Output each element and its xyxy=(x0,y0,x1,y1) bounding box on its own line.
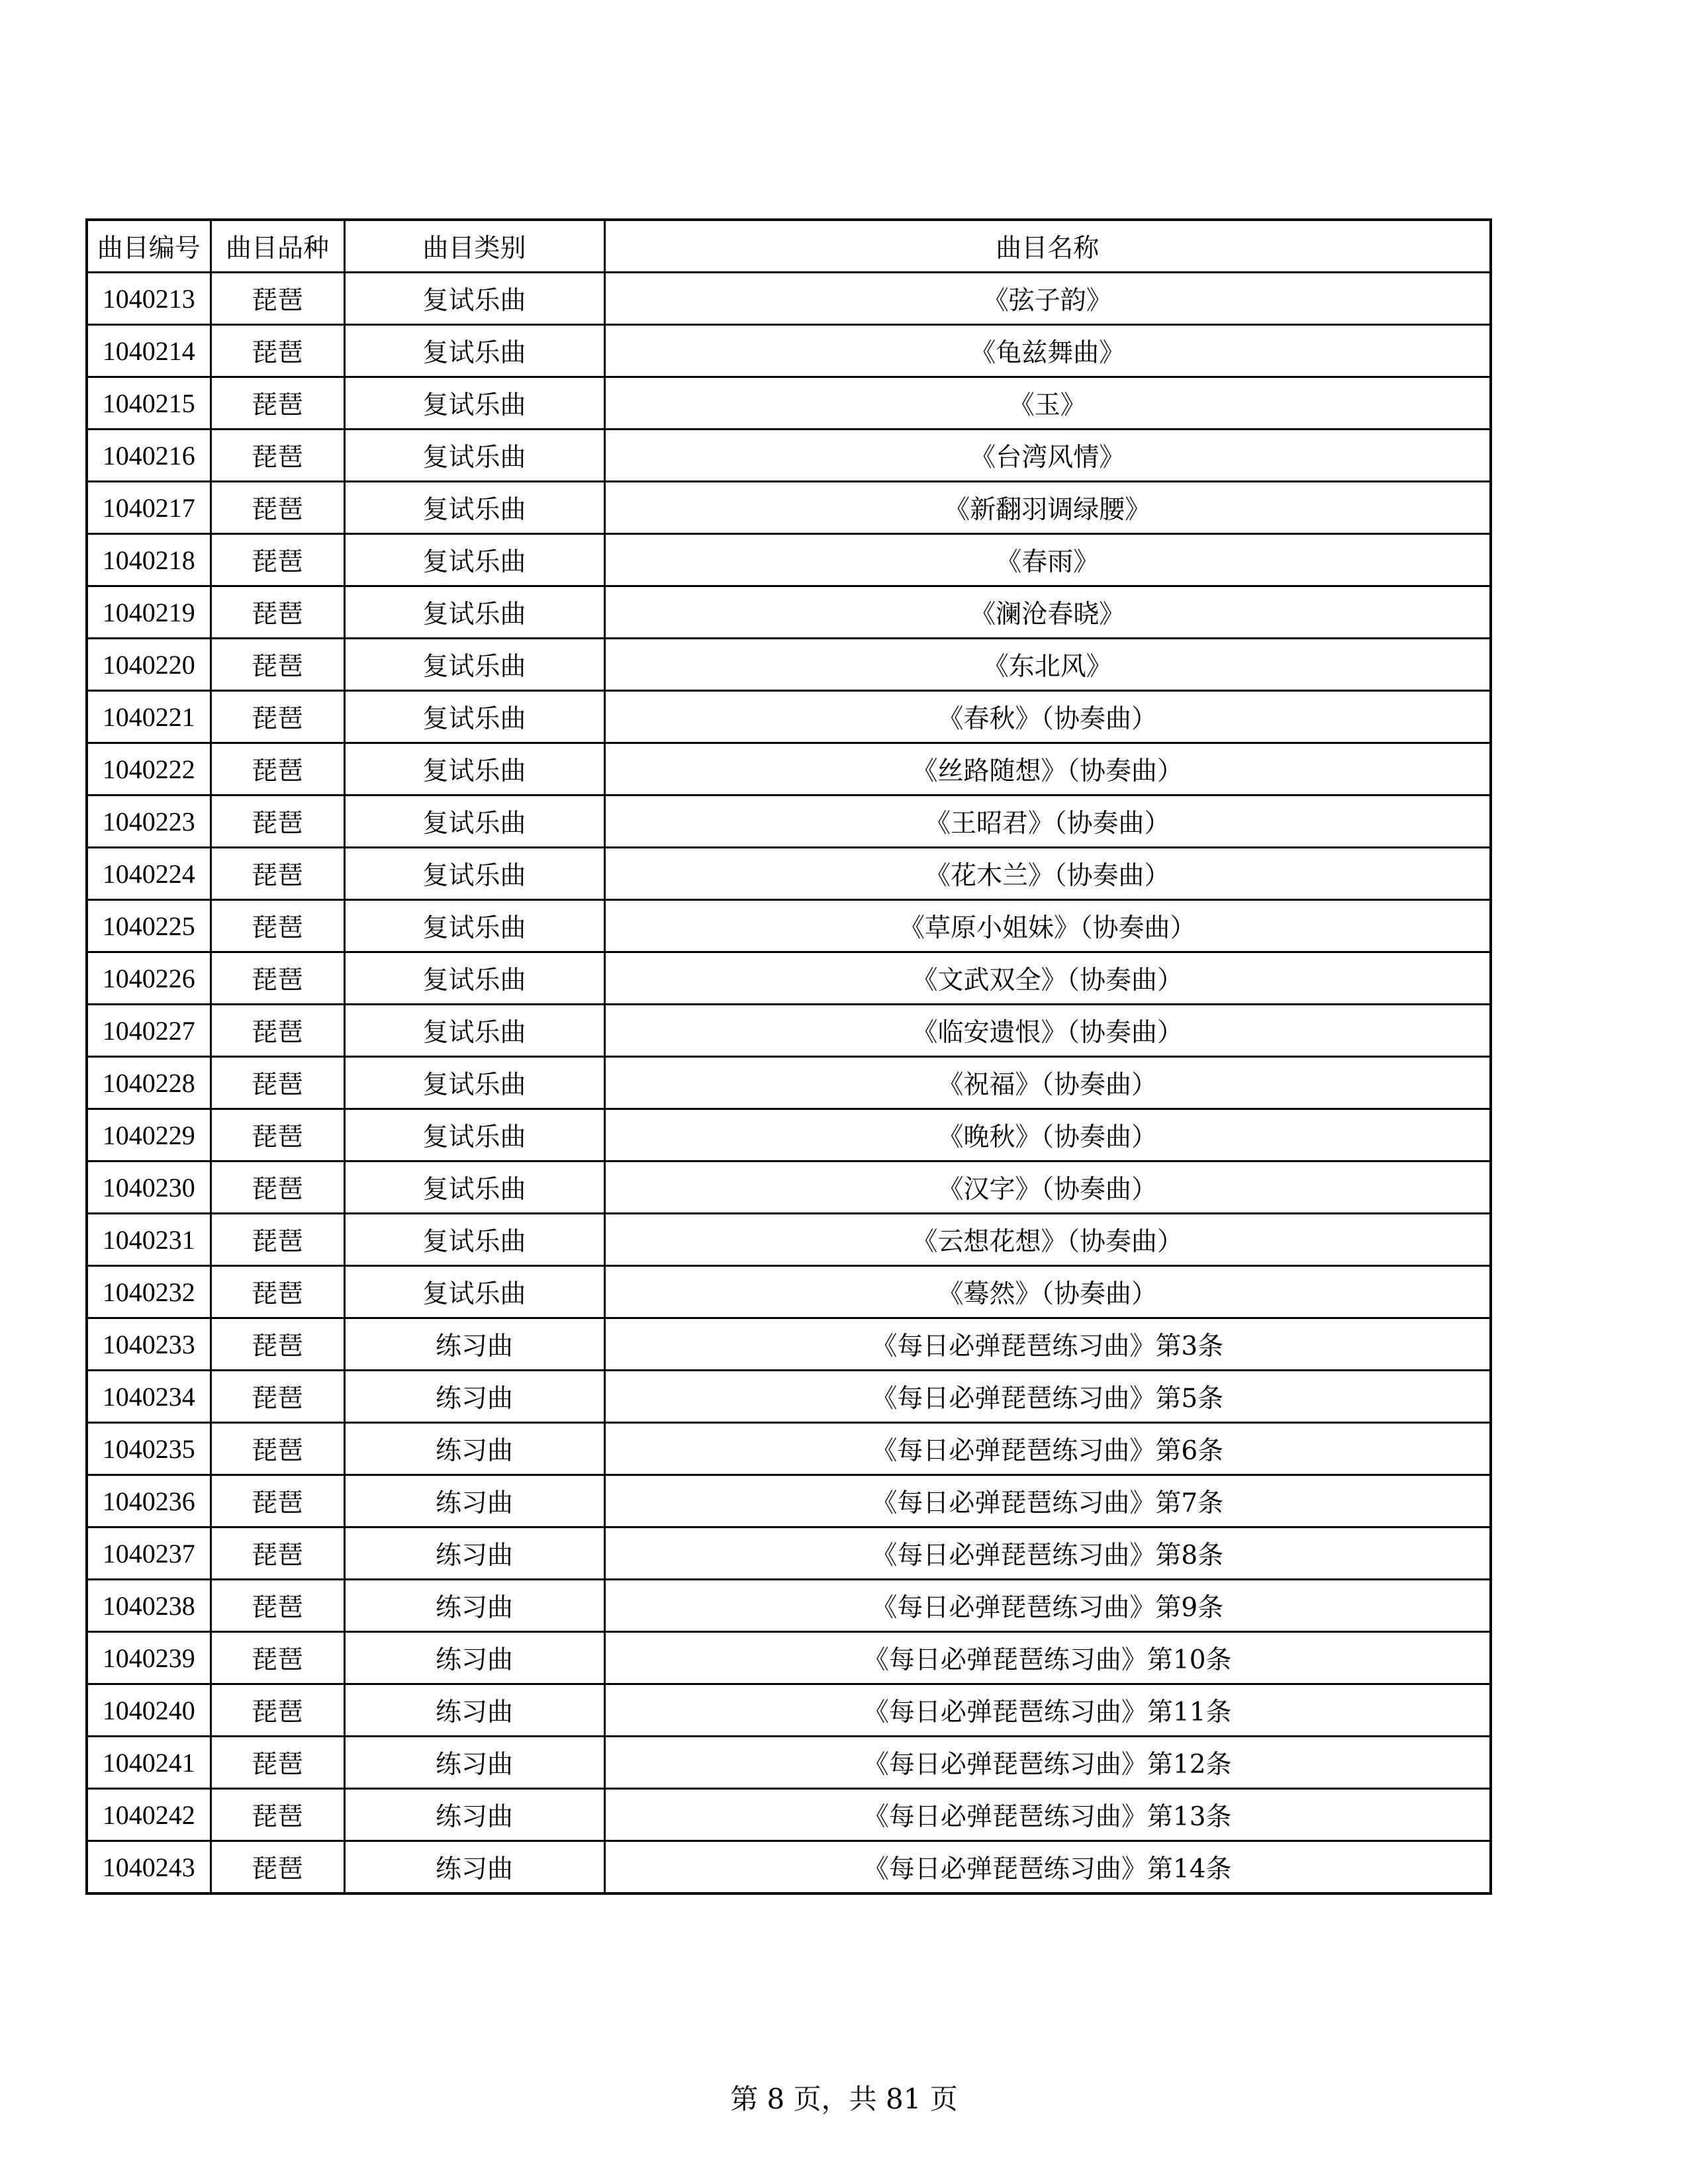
table-row xyxy=(87,1214,1491,1266)
table-row xyxy=(87,273,1491,325)
cell-code: 1040241 xyxy=(87,1737,211,1789)
cell-instrument: 琵琶 xyxy=(211,482,344,534)
table-row xyxy=(87,377,1491,430)
cell-category: 练习曲 xyxy=(344,1423,604,1475)
table-row xyxy=(87,639,1491,691)
cell-title: 《每日必弹琵琶练习曲》第10条 xyxy=(604,1632,1491,1684)
table-row xyxy=(87,1841,1491,1894)
cell-code: 1040221 xyxy=(87,691,211,743)
cell-code: 1040219 xyxy=(87,586,211,639)
cell-title: 《每日必弹琵琶练习曲》第11条 xyxy=(604,1684,1491,1737)
cell-title: 《新翻羽调绿腰》 xyxy=(604,482,1491,534)
cell-code: 1040236 xyxy=(87,1475,211,1527)
cell-category: 复试乐曲 xyxy=(344,1266,604,1318)
cell-title: 《弦子韵》 xyxy=(604,273,1491,325)
cell-instrument: 琵琶 xyxy=(211,952,344,1005)
table-row xyxy=(87,848,1491,900)
cell-instrument: 琵琶 xyxy=(211,273,344,325)
cell-code: 1040226 xyxy=(87,952,211,1005)
cell-category: 复试乐曲 xyxy=(344,1109,604,1161)
cell-instrument: 琵琶 xyxy=(211,1161,344,1214)
cell-title: 《澜沧春晓》 xyxy=(604,586,1491,639)
cell-title: 《每日必弹琵琶练习曲》第3条 xyxy=(604,1318,1491,1371)
cell-code: 1040228 xyxy=(87,1057,211,1109)
cell-instrument: 琵琶 xyxy=(211,534,344,586)
table-row xyxy=(87,586,1491,639)
table-row xyxy=(87,1109,1491,1161)
cell-code: 1040225 xyxy=(87,900,211,952)
cell-code: 1040230 xyxy=(87,1161,211,1214)
table-row xyxy=(87,1371,1491,1423)
table-header-row xyxy=(87,220,1491,273)
cell-title: 《丝路随想》（协奏曲） xyxy=(604,743,1491,796)
cell-category: 练习曲 xyxy=(344,1632,604,1684)
cell-title: 《临安遗恨》（协奏曲） xyxy=(604,1005,1491,1057)
cell-title: 《花木兰》（协奏曲） xyxy=(604,848,1491,900)
cell-instrument: 琵琶 xyxy=(211,1318,344,1371)
table-row xyxy=(87,691,1491,743)
cell-title: 《春雨》 xyxy=(604,534,1491,586)
cell-category: 练习曲 xyxy=(344,1475,604,1527)
table-row xyxy=(87,952,1491,1005)
cell-instrument: 琵琶 xyxy=(211,1841,344,1894)
cell-category: 复试乐曲 xyxy=(344,639,604,691)
cell-instrument: 琵琶 xyxy=(211,1266,344,1318)
cell-code: 1040243 xyxy=(87,1841,211,1894)
cell-title: 《云想花想》（协奏曲） xyxy=(604,1214,1491,1266)
cell-instrument: 琵琶 xyxy=(211,1057,344,1109)
cell-title: 《龟兹舞曲》 xyxy=(604,325,1491,377)
table-row xyxy=(87,534,1491,586)
table-row xyxy=(87,1161,1491,1214)
cell-instrument: 琵琶 xyxy=(211,1737,344,1789)
table-row xyxy=(87,1789,1491,1841)
cell-category: 练习曲 xyxy=(344,1527,604,1580)
page-number: 第 8 页，共 81 页 xyxy=(730,2083,958,2115)
header-instrument: 曲目品种 xyxy=(211,220,344,273)
cell-code: 1040238 xyxy=(87,1580,211,1632)
cell-category: 复试乐曲 xyxy=(344,534,604,586)
cell-title: 《文武双全》（协奏曲） xyxy=(604,952,1491,1005)
cell-instrument: 琵琶 xyxy=(211,430,344,482)
cell-code: 1040233 xyxy=(87,1318,211,1371)
header-title: 曲目名称 xyxy=(604,220,1491,273)
cell-instrument: 琵琶 xyxy=(211,1475,344,1527)
table-row xyxy=(87,900,1491,952)
cell-code: 1040220 xyxy=(87,639,211,691)
table-row xyxy=(87,1684,1491,1737)
cell-category: 复试乐曲 xyxy=(344,430,604,482)
cell-code: 1040223 xyxy=(87,796,211,848)
cell-title: 《蓦然》（协奏曲） xyxy=(604,1266,1491,1318)
cell-category: 复试乐曲 xyxy=(344,848,604,900)
cell-category: 复试乐曲 xyxy=(344,900,604,952)
cell-category: 复试乐曲 xyxy=(344,273,604,325)
cell-title: 《每日必弹琵琶练习曲》第14条 xyxy=(604,1841,1491,1894)
cell-category: 复试乐曲 xyxy=(344,691,604,743)
cell-instrument: 琵琶 xyxy=(211,796,344,848)
table-row xyxy=(87,1632,1491,1684)
header-category: 曲目类别 xyxy=(344,220,604,273)
cell-instrument: 琵琶 xyxy=(211,1789,344,1841)
cell-title: 《每日必弹琵琶练习曲》第9条 xyxy=(604,1580,1491,1632)
cell-code: 1040218 xyxy=(87,534,211,586)
cell-instrument: 琵琶 xyxy=(211,377,344,430)
cell-instrument: 琵琶 xyxy=(211,848,344,900)
cell-code: 1040234 xyxy=(87,1371,211,1423)
cell-category: 练习曲 xyxy=(344,1318,604,1371)
cell-category: 练习曲 xyxy=(344,1737,604,1789)
cell-category: 复试乐曲 xyxy=(344,796,604,848)
cell-code: 1040232 xyxy=(87,1266,211,1318)
cell-instrument: 琵琶 xyxy=(211,586,344,639)
cell-instrument: 琵琶 xyxy=(211,1214,344,1266)
table-row xyxy=(87,1580,1491,1632)
table-row xyxy=(87,1005,1491,1057)
table-row xyxy=(87,1266,1491,1318)
cell-code: 1040235 xyxy=(87,1423,211,1475)
cell-instrument: 琵琶 xyxy=(211,900,344,952)
cell-title: 《每日必弹琵琶练习曲》第7条 xyxy=(604,1475,1491,1527)
cell-category: 复试乐曲 xyxy=(344,743,604,796)
cell-code: 1040240 xyxy=(87,1684,211,1737)
header-code: 曲目编号 xyxy=(87,220,211,273)
cell-instrument: 琵琶 xyxy=(211,1632,344,1684)
cell-title: 《春秋》（协奏曲） xyxy=(604,691,1491,743)
cell-category: 练习曲 xyxy=(344,1841,604,1894)
cell-category: 复试乐曲 xyxy=(344,1161,604,1214)
cell-category: 练习曲 xyxy=(344,1684,604,1737)
cell-code: 1040229 xyxy=(87,1109,211,1161)
cell-title: 《祝福》（协奏曲） xyxy=(604,1057,1491,1109)
table-row xyxy=(87,743,1491,796)
cell-instrument: 琵琶 xyxy=(211,1684,344,1737)
cell-category: 复试乐曲 xyxy=(344,325,604,377)
cell-code: 1040222 xyxy=(87,743,211,796)
cell-category: 复试乐曲 xyxy=(344,482,604,534)
cell-title: 《每日必弹琵琶练习曲》第12条 xyxy=(604,1737,1491,1789)
table-row xyxy=(87,430,1491,482)
cell-code: 1040217 xyxy=(87,482,211,534)
cell-category: 复试乐曲 xyxy=(344,1005,604,1057)
cell-instrument: 琵琶 xyxy=(211,1109,344,1161)
cell-category: 练习曲 xyxy=(344,1371,604,1423)
cell-category: 复试乐曲 xyxy=(344,1057,604,1109)
cell-category: 练习曲 xyxy=(344,1580,604,1632)
cell-title: 《东北风》 xyxy=(604,639,1491,691)
cell-category: 复试乐曲 xyxy=(344,952,604,1005)
cell-title: 《王昭君》（协奏曲） xyxy=(604,796,1491,848)
cell-title: 《草原小姐妹》（协奏曲） xyxy=(604,900,1491,952)
cell-instrument: 琵琶 xyxy=(211,1005,344,1057)
cell-title: 《汉字》（协奏曲） xyxy=(604,1161,1491,1214)
table-row xyxy=(87,1057,1491,1109)
cell-code: 1040237 xyxy=(87,1527,211,1580)
cell-title: 《每日必弹琵琶练习曲》第13条 xyxy=(604,1789,1491,1841)
cell-code: 1040216 xyxy=(87,430,211,482)
cell-instrument: 琵琶 xyxy=(211,325,344,377)
cell-title: 《台湾风情》 xyxy=(604,430,1491,482)
cell-title: 《每日必弹琵琶练习曲》第8条 xyxy=(604,1527,1491,1580)
cell-title: 《玉》 xyxy=(604,377,1491,430)
cell-instrument: 琵琶 xyxy=(211,639,344,691)
repertoire-table xyxy=(85,218,1492,1895)
table-row xyxy=(87,796,1491,848)
cell-code: 1040224 xyxy=(87,848,211,900)
table-row xyxy=(87,325,1491,377)
cell-title: 《晚秋》（协奏曲） xyxy=(604,1109,1491,1161)
cell-category: 复试乐曲 xyxy=(344,377,604,430)
cell-instrument: 琵琶 xyxy=(211,1423,344,1475)
table-row xyxy=(87,1318,1491,1371)
cell-title: 《每日必弹琵琶练习曲》第6条 xyxy=(604,1423,1491,1475)
cell-instrument: 琵琶 xyxy=(211,1371,344,1423)
cell-instrument: 琵琶 xyxy=(211,1527,344,1580)
table-row xyxy=(87,1475,1491,1527)
cell-code: 1040213 xyxy=(87,273,211,325)
table-row xyxy=(87,1423,1491,1475)
table-row xyxy=(87,1737,1491,1789)
cell-instrument: 琵琶 xyxy=(211,691,344,743)
cell-category: 练习曲 xyxy=(344,1789,604,1841)
cell-category: 复试乐曲 xyxy=(344,1214,604,1266)
table-row xyxy=(87,482,1491,534)
cell-code: 1040231 xyxy=(87,1214,211,1266)
cell-instrument: 琵琶 xyxy=(211,1580,344,1632)
table-row xyxy=(87,1527,1491,1580)
cell-code: 1040242 xyxy=(87,1789,211,1841)
cell-instrument: 琵琶 xyxy=(211,743,344,796)
cell-code: 1040214 xyxy=(87,325,211,377)
cell-category: 复试乐曲 xyxy=(344,586,604,639)
cell-code: 1040227 xyxy=(87,1005,211,1057)
cell-title: 《每日必弹琵琶练习曲》第5条 xyxy=(604,1371,1491,1423)
cell-code: 1040215 xyxy=(87,377,211,430)
cell-code: 1040239 xyxy=(87,1632,211,1684)
